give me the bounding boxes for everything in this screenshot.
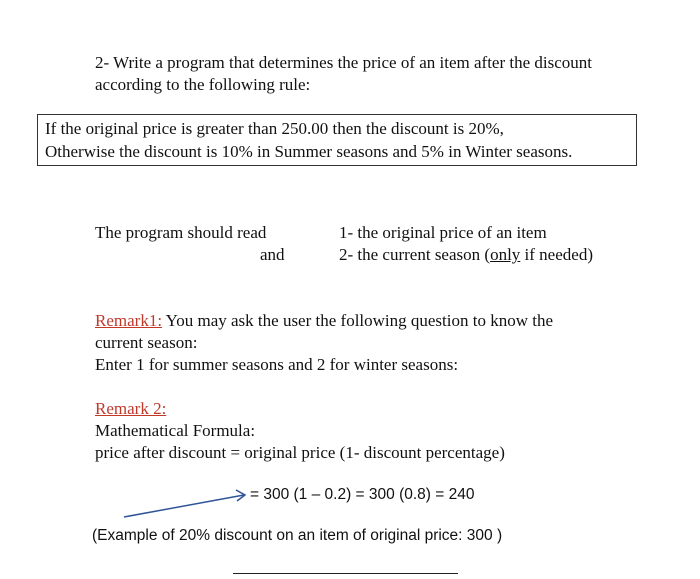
arrow-icon [120, 485, 252, 521]
remark2-label: Remark 2: [95, 399, 167, 418]
remark1-label: Remark1: [95, 311, 163, 330]
reads-item-2 [339, 244, 593, 266]
bottom-divider [233, 573, 458, 574]
reads-item-2-only: only [490, 245, 521, 264]
reads-item-2-post: if needed) [520, 245, 593, 264]
remark1-line-3: Enter 1 for summer seasons and 2 for winter seasons: [95, 355, 459, 374]
question-line-1: 2- Write a program that determines the price of an item after the discount [95, 53, 593, 72]
reads-item-2-pre: 2- the current season ( [339, 245, 491, 264]
remark2-formula-title: Mathematical Formula: [95, 421, 256, 440]
remark1-line-1 [95, 310, 553, 332]
reads-item-1: 1- the original price of an item [339, 223, 547, 242]
reads-and: and [260, 245, 285, 264]
remark1-text-1: You may ask the user the following question to know the [162, 311, 554, 330]
example-caption: (Example of 20% discount on an item of original price: 300 ) [92, 527, 503, 544]
remark1-line-2: current season: [95, 333, 198, 352]
question-line-2: according to the following rule: [95, 75, 311, 94]
rule-line-2: Otherwise the discount is 10% in Summer seasons and 5% in Winter seasons. [45, 142, 573, 161]
remark2-formula: price after discount = original price (1- discount percentage) [95, 443, 505, 462]
rule-line-1: If the original price is greater than 250.00 then the discount is 20%, [45, 119, 504, 138]
example-calc: = 300 (1 – 0.2) = 300 (0.8) = 240 [250, 486, 475, 503]
reads-lead: The program should read [95, 223, 267, 242]
